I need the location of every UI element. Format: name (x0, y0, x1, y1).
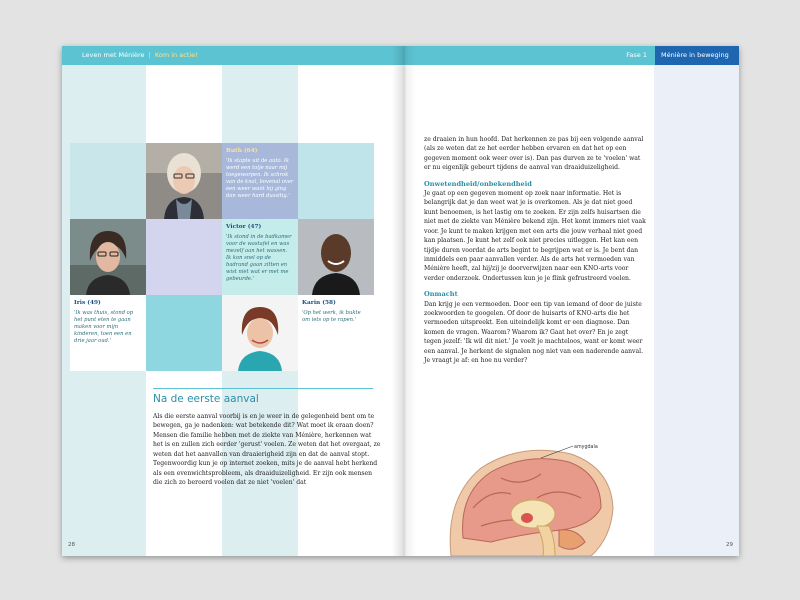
paragraph: Je gaat op een gegeven moment op zoek naar informatie. Het is belangrijk dat je dan weet wat je is overkomen. Als je dat niet goed kunt benoemen, is het lastig om te zoeken. Er zijn zelfs huisartsen die niet met de ziekte van Ménière bekend zijn. Het komt immers niet vaak voor. Je kunt te maken krijgen met een arts die jouw verhaal niet goed kan plaatsen. Je kunt het zelf ook niet precies uitleggen. Het kan een tijdje duren voordat de arts begint te begrijpen wat er is. Je bent dan inmiddels een paar aanvallen verder. Als de arts het vermoeden van Ménière heeft, zal hij/zij je doorverwijzen naar een KNO-arts voor verder onderzoek. Ondertussen kun je je flink gefrustreerd voelen. (424, 189, 646, 282)
quote-name: Iris (49) (74, 300, 101, 306)
grid-tile (298, 143, 374, 219)
quote-card-ruth (222, 143, 298, 219)
left-page (62, 46, 401, 556)
portrait-iris (70, 219, 146, 295)
header-section-title: Kom in actie! (154, 51, 198, 59)
paragraph: Mensen die familie hebben met de ziekte van Ménière, herkennen wat het is en zullen zich eerder 'gerust' voelen. Ze weten dat het overgaat, ze weten dat het aanvallen van draaierigheid zijn en dat de aanval stopt. (153, 431, 381, 458)
left-body-text (153, 412, 383, 488)
quote-text: 'Ik stapte uit de auto. Ik werd een tolje naar mij toegeworpen. Ik schrok van de knal, bovenal over een weer want hij ging dan weer hard dussitig.' (226, 157, 294, 199)
portrait-victor-image (298, 219, 374, 295)
grid-tile (70, 143, 146, 219)
paragraph: Dan krijg je een vermoeden. Door een tip van iemand of door de juiste zoekwoorden te googelen. Of door de huisarts of KNO-arts die het vermoeden uitspreekt. Een uiteindelijk komt er een diagnose. Dan komen de vragen. Waarom? Waarom ik? Gaat het over? En je zegt tegen jezelf: 'Ik wil dit niet.' Je voelt je machteloos, want er komt weer een aanval. Je herkent de signalen nog niet van een naderende aanval. Je vraagt je af: en hoe nu verder? (424, 300, 644, 365)
section-title: Na de eerste aanval (153, 388, 373, 405)
subheading-onmacht: Onmacht (424, 290, 458, 299)
right-page (401, 46, 739, 556)
left-running-header (62, 46, 401, 65)
grid-tile (146, 219, 222, 295)
portrait-ruth-image (146, 143, 222, 219)
portrait-victor (298, 219, 374, 295)
quote-name: Karin (58) (302, 300, 336, 306)
quote-text: 'Ik was thuis, stond op het punt eten te gaan maken voor mijn kinderen, toen een en drie jaar oud.' (74, 309, 134, 344)
quote-text: 'Op het werk, ik bukte om iets op te rapen.' (302, 309, 361, 323)
quote-card-iris (70, 295, 146, 371)
portrait-ruth (146, 143, 222, 219)
amygdala-label: amygdala (574, 445, 598, 450)
header-chapter: Ménière in beweging (655, 46, 739, 65)
subheading-onwetendheid: Onwetendheid/onbekendheid (424, 179, 532, 188)
grid-tile (146, 295, 222, 371)
right-sidebar-band (654, 65, 739, 556)
quote-card-karin (298, 295, 374, 371)
portrait-karin (222, 295, 298, 371)
brain-anatomy-illustration (441, 438, 621, 556)
right-running-header (401, 46, 739, 65)
quote-text: 'Ik stond in de badkamer voor de wastafel en was mezelf aan het wassen. Ik kon snel op de badrand gaan zitten en wist niet wat er met me gebeurde.' (226, 233, 292, 282)
page-number-right: 29 (726, 542, 733, 548)
right-body-text (424, 135, 646, 372)
book-spread (62, 46, 739, 556)
quote-name: Victor (47) (226, 224, 262, 230)
paragraph: ze draaien in hun hoofd. Dat herkennen ze pas bij een volgende aanval (als ze weten dat ze het eerder hebben ervaren en dat het op een gegeven moment ook weer over is). Dan pas durven ze te 'voelen' wat er nu eigenlijk gebeurt tijdens de aanval van draaiduizeligheid. (424, 136, 644, 172)
quote-card-victor (222, 219, 298, 295)
header-phase: Fase 1 (626, 51, 647, 59)
quote-name: Ruth (64) (226, 148, 258, 154)
portrait-karin-image (222, 295, 298, 371)
header-book-title: Leven met Ménière (82, 51, 145, 59)
page-number-left: 28 (68, 542, 75, 548)
paragraph: Als die eerste aanval voorbij is en je weer in de gelegenheid bent om te bewegen, ga je nadenken: wat betekende dit? Wat moet ik eraan doen? (153, 413, 375, 430)
portrait-iris-image (70, 219, 146, 295)
paragraph: Tegenwoordig kun je op internet zoeken, mits je de aanval hebt herkend als een evenwichtsprobleem, als draaiduizeligheid. Er zijn ook mensen die zich zo beroerd voelen dat ze niet 'voelen' dat (153, 460, 378, 487)
header-separator: | (148, 51, 151, 59)
